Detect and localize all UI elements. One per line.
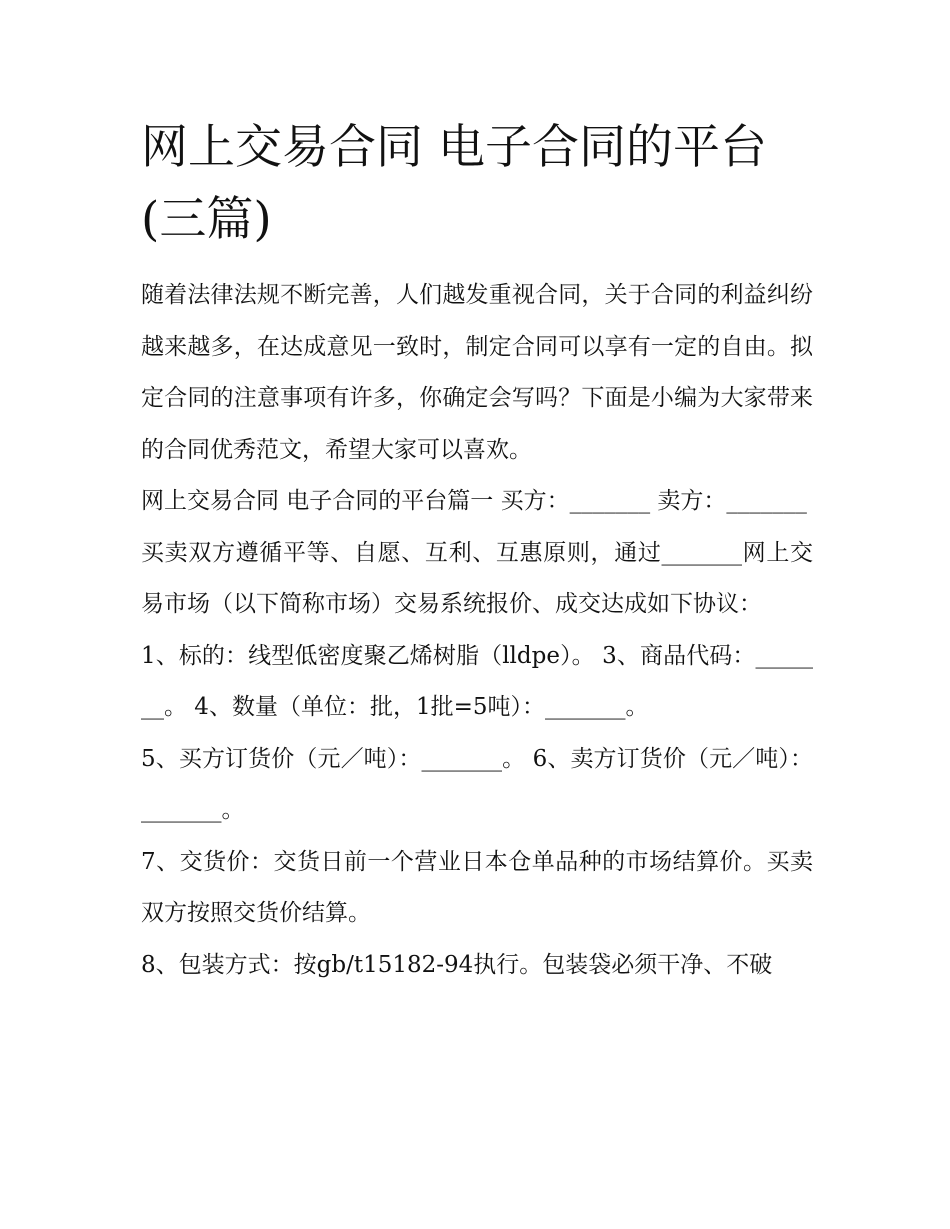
paragraph-clause-packaging: 8、包装方式：按gb/t15182-94执行。包装袋必须干净、不破	[141, 951, 773, 978]
paragraph-clause-delivery: 7、交货价：交货日前一个营业日本仓单品种的市场结算价。买卖双方按照交货价结算。	[141, 848, 813, 926]
document-content	[141, 112, 813, 991]
paragraph-parties: 网上交易合同 电子合同的平台篇一 买方：_______ 卖方：_______	[141, 488, 807, 514]
paragraph-clause-subject: 1、标的：线型低密度聚乙烯树脂（lldpe）。 3、商品代码：_______。 4、数量（单位：批，1批=5吨）：_______。	[141, 642, 813, 720]
paragraph-intro: 随着法律法规不断完善，人们越发重视合同，关于合同的利益纠纷越来越多，在达成意见一致时，制定合同可以享有一定的自由。拟定合同的注意事项有许多，你确定会写吗？下面是小编为大家带来的合同优秀范文，希望大家可以喜欢。	[141, 282, 813, 463]
document-title: 网上交易合同 电子合同的平台(三篇)	[141, 120, 767, 247]
document-body	[141, 270, 813, 991]
paragraph-clause-price: 5、买方订货价（元／吨）：_______。 6、卖方订货价（元／吨）：_______。	[141, 745, 813, 823]
paragraph-principles: 买卖双方遵循平等、自愿、互利、互惠原则，通过_______网上交易市场（以下简称市场）交易系统报价、成交达成如下协议：	[141, 539, 813, 617]
